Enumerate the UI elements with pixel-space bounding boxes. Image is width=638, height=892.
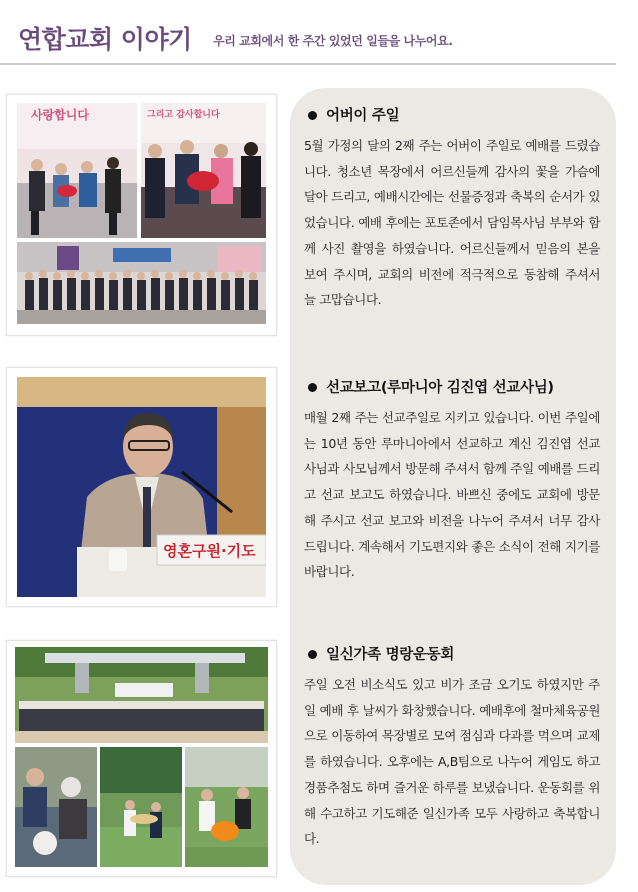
page-header [0,0,638,66]
section-missionary-report [304,376,600,585]
section-body-sports-day: 주일 오전 비소식도 있고 비가 조금 오기도 하였지만 주일 예배 후 날씨가 화창했습니다. 예배후에 철마체육공원으로 이동하여 목장별로 모여 점심과 다과를 먹으며 교제를 하였습니다. 오후에는 A,B팀으로 나누어 게임도 하고 경품추첨도 하며 즐거운 하루를 보냈습니다. 운동회를 위해 수고하고 기도해준 일신가족 모두 사랑하고 축복합니다. [304,677,600,847]
banner-text-1: 사랑합니다 [31,108,89,122]
photo-missionary-speaker [17,377,266,597]
photo-frame-parents-day [6,94,277,336]
section-sports-day [304,643,600,852]
bullet-icon [308,111,317,120]
section-heading [304,104,600,125]
section-title-sports-day: 일신가족 명랑운동회 [326,647,455,663]
photo-parents-day-group [17,242,266,324]
page-subtitle: 우리 교회에서 한 주간 있었던 일들을 나누어요. [213,34,453,48]
section-heading [304,376,600,397]
photo-sports-day-lunch [15,747,97,867]
section-parents-day [304,104,600,313]
photo-sports-day-game [100,747,182,867]
bullet-icon [308,383,317,392]
photo-sports-day-group [15,647,268,743]
photo-parents-day-left [17,103,137,238]
section-title-parents-day: 어버이 주일 [326,108,400,124]
photo-frame-sports-day [6,640,277,877]
page-title: 연합교회 이야기 [18,25,192,54]
photo-frame-missionary [6,367,277,607]
podium-sign-text: 영혼구원·기도 [163,542,256,560]
section-body-parents-day: 5월 가정의 달의 2째 주는 어버이 주일로 예배를 드렸습니다. 청소년 목장에서 어르신들께 감사의 꽃을 가슴에 달아 드리고, 예배시간에는 선물증정과 축복의 순서가 있었습니다. 예배 후에는 포토존에서 담임목사님 부부와 함께 사진 촬영을 하였습니다. 어르신들께서 믿음의 본을 보여 주시며, 교회의 비전에 적극적으로 동참해 주셔서 늘 고맙습니다. [304,138,600,308]
photo-sports-day-relay [185,747,268,867]
header-divider [0,63,616,65]
photo-parents-day-right [141,103,266,238]
section-heading [304,643,600,664]
bullet-icon [308,650,317,659]
section-title-missionary-report: 선교보고(루마니아 김진엽 선교사님) [326,380,554,396]
banner-text-2: 그리고 감사합니다 [147,110,220,120]
section-body-missionary-report: 매월 2째 주는 선교주일로 지키고 있습니다. 이번 주일에는 10년 동안 루마니아에서 선교하고 계신 김진엽 선교사님과 사모님께서 방문해 주셔서 함께 주일 예배를 드리고 선교 보고도 하였습니다. 바쁘신 중에도 교회에 방문해 주시고 선교 보고와 비전을 나누어 주셔서 너무 감사드립니다. 계속해서 기도편지와 좋은 소식이 전해 지기를 바랍니다. [304,410,600,580]
